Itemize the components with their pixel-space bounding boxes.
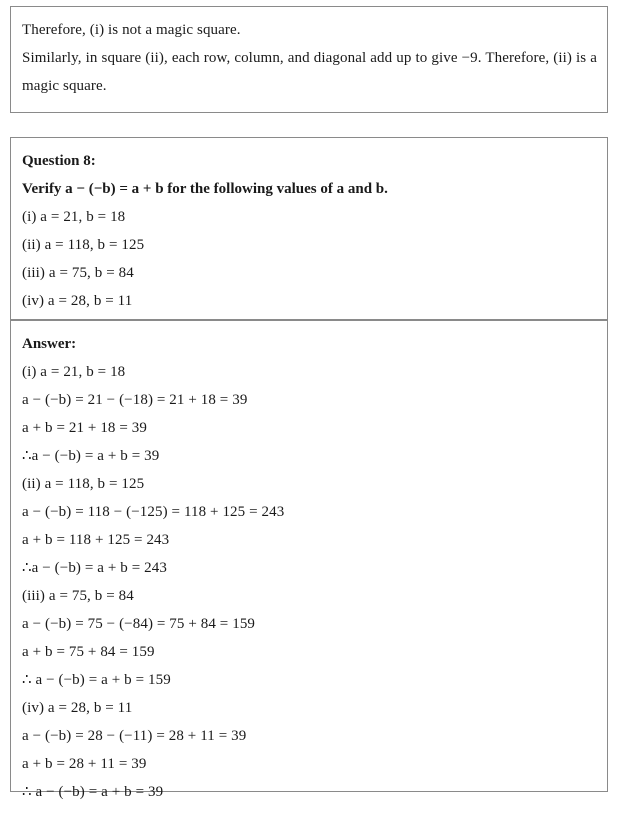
question-item-iii: (iii) a = 75, b = 84 <box>22 265 134 281</box>
answer-line: ∴ a − (−b) = a + b = 39 <box>22 784 164 800</box>
question-label: Question 8: <box>22 153 96 169</box>
answer-line: a + b = 21 + 18 = 39 <box>22 420 147 436</box>
answer-line: a + b = 118 + 125 = 243 <box>22 532 170 548</box>
answer-line: (ii) a = 118, b = 125 <box>22 476 145 492</box>
question-prompt: Verify a − (−b) = a + b for the following values of a and b. <box>22 181 388 197</box>
answer-label: Answer: <box>22 336 77 352</box>
answer-line: a − (−b) = 118 − (−125) = 118 + 125 = 243 <box>22 504 285 520</box>
answer-line: ∴a − (−b) = a + b = 39 <box>22 448 160 464</box>
answer-block-inner <box>11 321 607 815</box>
answer-line: (iii) a = 75, b = 84 <box>22 588 134 604</box>
answer-line: ∴ a − (−b) = a + b = 159 <box>22 672 171 688</box>
answer-line: a − (−b) = 75 − (−84) = 75 + 84 = 159 <box>22 616 256 632</box>
answer-line: a + b = 75 + 84 = 159 <box>22 644 155 660</box>
intro-text-block <box>10 6 608 113</box>
question-block-inner <box>11 138 607 324</box>
answer-block <box>10 320 608 800</box>
answer-line: (iv) a = 28, b = 11 <box>22 700 133 716</box>
answer-line: a + b = 28 + 11 = 39 <box>22 756 147 772</box>
intro-block-inner <box>11 7 607 109</box>
answer-line: a − (−b) = 21 − (−18) = 21 + 18 = 39 <box>22 392 248 408</box>
question-item-ii: (ii) a = 118, b = 125 <box>22 237 145 253</box>
answer-line: a − (−b) = 28 − (−11) = 28 + 11 = 39 <box>22 728 247 744</box>
answer-line: ∴a − (−b) = a + b = 243 <box>22 560 167 576</box>
answer-line: (i) a = 21, b = 18 <box>22 364 126 380</box>
question-block <box>10 137 608 320</box>
question-item-iv: (iv) a = 28, b = 11 <box>22 293 133 309</box>
intro-line-1: Therefore, (i) is not a magic square. <box>22 22 241 38</box>
question-item-i: (i) a = 21, b = 18 <box>22 209 126 225</box>
intro-line-2: Similarly, in square (ii), each row, column, and diagonal add up to give −9. Therefore, (ii) is a magic square. <box>22 50 597 94</box>
